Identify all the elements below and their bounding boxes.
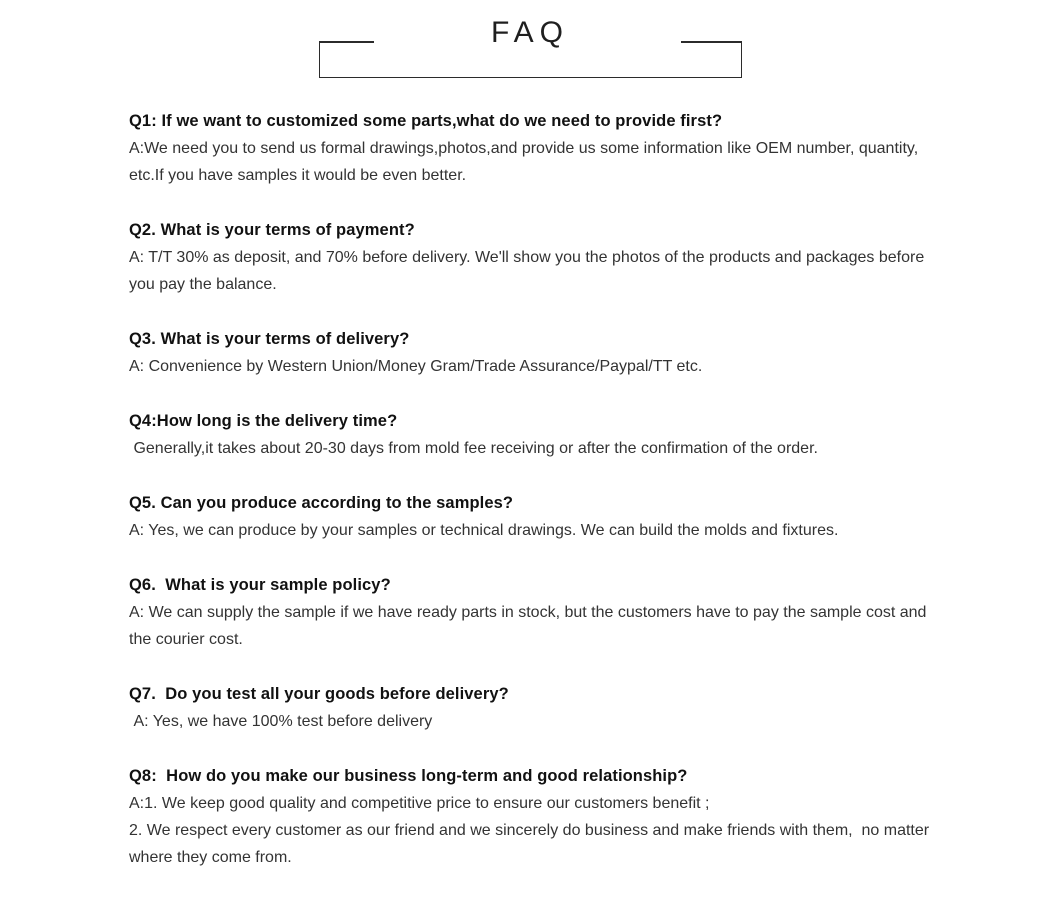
faq-item xyxy=(129,681,930,735)
faq-item xyxy=(129,763,934,871)
faq-answer: 2. We respect every customer as our friend and we sincerely do business and make friends with them, no matter where they come from. xyxy=(129,822,934,866)
faq-answer: A: T/T 30% as deposit, and 70% before delivery. We'll show you the photos of the products and packages before you pay the balance. xyxy=(129,249,929,293)
page-title: FAQ xyxy=(490,16,570,49)
faq-item xyxy=(129,326,930,380)
faq-question: Q2. What is your terms of payment? xyxy=(129,221,415,239)
faq-question: Q4:How long is the delivery time? xyxy=(129,412,398,430)
faq-title-box xyxy=(319,16,742,78)
title-rule-right xyxy=(681,41,741,43)
faq-question: Q6. What is your sample policy? xyxy=(129,576,391,594)
faq-item xyxy=(129,408,930,462)
faq-item xyxy=(129,572,930,653)
faq-answer: Generally,it takes about 20-30 days from mold fee receiving or after the confirmation of the order. xyxy=(129,440,818,457)
faq-item xyxy=(129,217,930,298)
faq-answer: A: Convenience by Western Union/Money Gram/Trade Assurance/Paypal/TT etc. xyxy=(129,358,703,375)
faq-answer: A:1. We keep good quality and competitive price to ensure our customers benefit ; xyxy=(129,795,710,812)
faq-question: Q5. Can you produce according to the samples? xyxy=(129,494,514,512)
faq-answer: A:We need you to send us formal drawings,photos,and provide us some information like OEM number, quantity, etc.If you have samples it would be even better. xyxy=(129,140,923,184)
faq-answer: A: Yes, we have 100% test before delivery xyxy=(129,713,433,730)
faq-question: Q7. Do you test all your goods before delivery? xyxy=(129,685,509,703)
faq-answer: A: Yes, we can produce by your samples or technical drawings. We can build the molds and fixtures. xyxy=(129,522,839,539)
faq-item xyxy=(129,108,930,189)
faq-item xyxy=(129,490,930,544)
title-rule-left xyxy=(320,41,374,43)
faq-question: Q1: If we want to customized some parts,what do we need to provide first? xyxy=(129,112,723,130)
faq-question: Q8: How do you make our business long-term and good relationship? xyxy=(129,767,688,785)
faq-content xyxy=(0,78,1060,903)
faq-answer: A: We can supply the sample if we have ready parts in stock, but the customers have to pay the sample cost and the courier cost. xyxy=(129,604,931,648)
faq-question: Q3. What is your terms of delivery? xyxy=(129,330,410,348)
